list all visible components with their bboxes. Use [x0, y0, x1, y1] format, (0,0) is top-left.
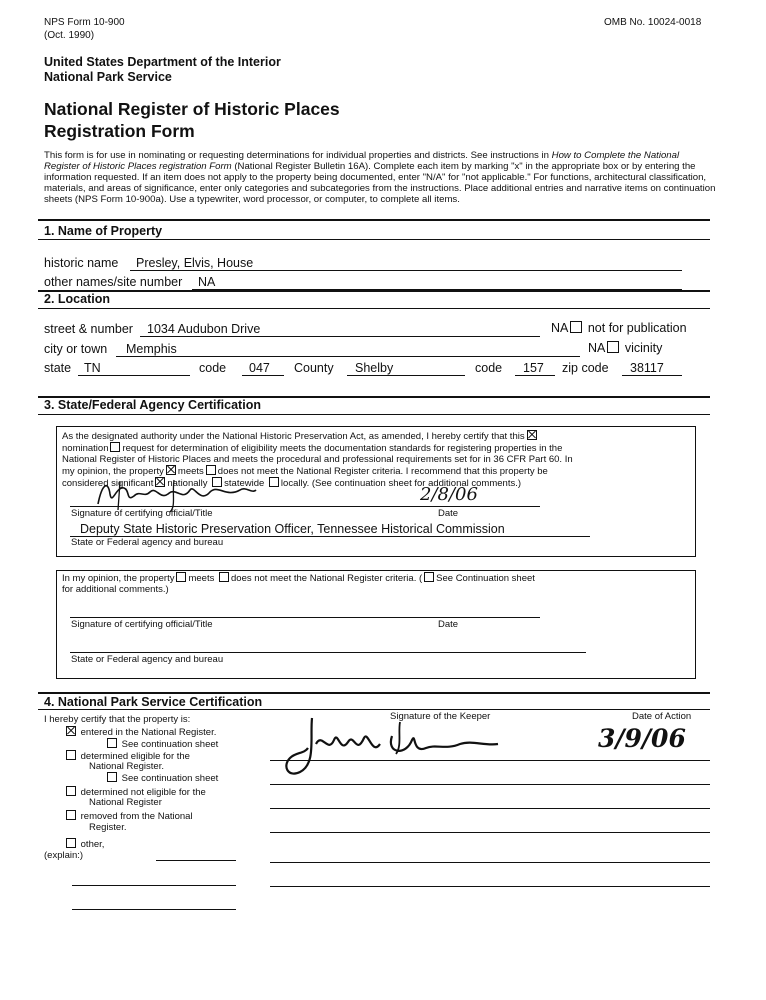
- section-4-heading: 4. National Park Service Certification: [44, 695, 263, 709]
- checkbox-entered[interactable]: [66, 726, 76, 736]
- signature-label: Signature of certifying official/Title: [71, 508, 213, 519]
- field-line: [156, 860, 236, 861]
- field-line: [70, 652, 586, 653]
- checkbox-opinion-meets[interactable]: [176, 572, 186, 582]
- field-line: [72, 885, 236, 886]
- form-title-1: National Register of Historic Places: [44, 99, 340, 119]
- form-number: NPS Form 10-900: [44, 17, 125, 28]
- divider: [38, 692, 710, 694]
- divider: [38, 308, 710, 309]
- field-line: [70, 506, 540, 507]
- city-value[interactable]: Memphis: [126, 342, 177, 356]
- opinion-text: In my opinion, the property meets does not meet the National Register criteria. ( See Continuation sheet for additional comments.): [62, 573, 535, 595]
- official-title: Deputy State Historic Preservation Officer, Tennessee Historical Commission: [80, 522, 505, 536]
- option-det-not: determined not eligible for the: [64, 786, 206, 798]
- option-see-cont-1: See continuation sheet: [105, 738, 218, 750]
- agency-label-2: State or Federal agency and bureau: [71, 654, 224, 665]
- checkbox-nomination[interactable]: [527, 430, 537, 440]
- field-line: [515, 375, 555, 376]
- other-names-label: other names/site number: [44, 275, 183, 289]
- keeper-signature: [276, 714, 506, 780]
- field-line: [347, 375, 465, 376]
- field-line: [140, 336, 540, 337]
- historic-name-value[interactable]: Presley, Elvis, House: [136, 256, 254, 270]
- service: National Park Service: [44, 70, 172, 84]
- date-label: Date: [438, 508, 459, 519]
- action-date: 3/9/06: [598, 724, 686, 753]
- date-label-2: Date: [438, 619, 459, 630]
- field-line: [270, 832, 710, 833]
- checkbox-det-eligible[interactable]: [66, 750, 76, 760]
- checkbox-other[interactable]: [66, 838, 76, 848]
- form-title-2: Registration Form: [44, 121, 195, 141]
- county-value[interactable]: Shelby: [355, 361, 394, 375]
- option-removed: removed from the National: [64, 810, 193, 822]
- state-code-value[interactable]: 047: [249, 361, 270, 375]
- na-not-publication: NA not for publication: [551, 321, 687, 335]
- divider: [38, 290, 710, 292]
- section-2-heading: 2. Location: [44, 292, 110, 306]
- section-3-heading: 3. State/Federal Agency Certification: [44, 398, 261, 412]
- other-names-value[interactable]: NA: [198, 275, 216, 289]
- field-line: [242, 375, 284, 376]
- divider: [38, 414, 710, 415]
- checkbox[interactable]: [607, 341, 619, 353]
- checkbox-does-not-meet[interactable]: [206, 465, 216, 475]
- checkbox-request[interactable]: [110, 442, 120, 452]
- field-line: [72, 909, 236, 910]
- checkbox-locally[interactable]: [269, 477, 279, 487]
- zip-label: zip code: [562, 361, 609, 375]
- action-date-label: Date of Action: [632, 711, 692, 722]
- checkbox-continuation[interactable]: [424, 572, 434, 582]
- field-line: [116, 356, 580, 357]
- county-code-label: code: [475, 361, 503, 375]
- field-line: [270, 760, 710, 761]
- zip-value[interactable]: 38117: [630, 361, 664, 375]
- removed-line2: Register.: [89, 822, 127, 833]
- signature-label-2: Signature of certifying official/Title: [71, 619, 213, 630]
- nps-intro: I hereby certify that the property is:: [44, 714, 191, 725]
- section-1-heading: 1. Name of Property: [44, 224, 163, 238]
- explain-label: (explain:): [44, 850, 84, 861]
- checkbox-see-cont-2[interactable]: [107, 772, 117, 782]
- checkbox-meets[interactable]: [166, 465, 176, 475]
- field-line: [270, 862, 710, 863]
- agency-label: State or Federal agency and bureau: [71, 537, 224, 548]
- checkbox-see-cont-1[interactable]: [107, 738, 117, 748]
- field-line: [270, 784, 710, 785]
- county-code-value[interactable]: 157: [523, 361, 544, 375]
- omb-number: OMB No. 10024-0018: [604, 17, 702, 28]
- county-label: County: [294, 361, 334, 375]
- divider: [38, 709, 710, 710]
- divider: [38, 219, 710, 221]
- certification-text: As the designated authority under the National Historic Preservation Act, as amended, I hereby certify that this nomination request for determination of eligibility meets the documentation standards for registering properties in the National Register of Historic Places and meets the procedural and professional requirements set for in 36 CFR Part 60. In my opinion, the property meets does not meet the National Register criteria. I recommend that this property be considered significant nationally statewide locally. (See continuation sheet for additional comments.): [62, 431, 573, 489]
- state-label: state: [44, 361, 72, 375]
- state-value[interactable]: TN: [84, 361, 101, 375]
- det-not-line2: National Register: [89, 797, 162, 808]
- option-det-eligible: determined eligible for the: [64, 750, 190, 762]
- historic-name-label: historic name: [44, 256, 119, 270]
- city-label: city or town: [44, 342, 108, 356]
- field-line: [622, 375, 682, 376]
- option-see-cont-2: See continuation sheet: [105, 772, 218, 784]
- department: United States Department of the Interior: [44, 55, 281, 69]
- street-value[interactable]: 1034 Audubon Drive: [147, 322, 261, 336]
- option-other: other,: [64, 838, 104, 850]
- field-line: [270, 808, 710, 809]
- option-entered: entered in the National Register.: [64, 726, 216, 738]
- na-vicinity: NA vicinity: [588, 341, 663, 355]
- field-line: [70, 617, 540, 618]
- checkbox-opinion-not-meet[interactable]: [219, 572, 229, 582]
- divider: [38, 239, 710, 240]
- checkbox-det-not[interactable]: [66, 786, 76, 796]
- keeper-label: Signature of the Keeper: [390, 711, 491, 722]
- state-code-label: code: [199, 361, 227, 375]
- instructions: This form is for use in nominating or requesting determinations for individual properties and districts. See instructions in How to Complete the National Register of Historic Places registration Form (National Register Bulletin 16A). Complete each item by marking "x" in the appropriate box or by entering the information requested. If an item does not apply to the property being documented, enter "N/A" for "not applicable." For functions, architectural classification, materials, and areas of significance, enter only categories and subcategories from the instructions. Place additional entries and narrative items on continuation sheets (NPS Form 10-900a). Use a typewriter, word processor, or computer, to complete all items.: [44, 150, 716, 205]
- street-label: street & number: [44, 322, 133, 336]
- field-line: [130, 270, 682, 271]
- checkbox[interactable]: [570, 321, 582, 333]
- form-date: (Oct. 1990): [44, 30, 95, 41]
- det-eligible-line2: National Register.: [89, 761, 164, 772]
- field-line: [270, 886, 710, 887]
- state-signature-date: 2/8/06: [420, 484, 478, 505]
- field-line: [78, 375, 190, 376]
- checkbox-removed[interactable]: [66, 810, 76, 820]
